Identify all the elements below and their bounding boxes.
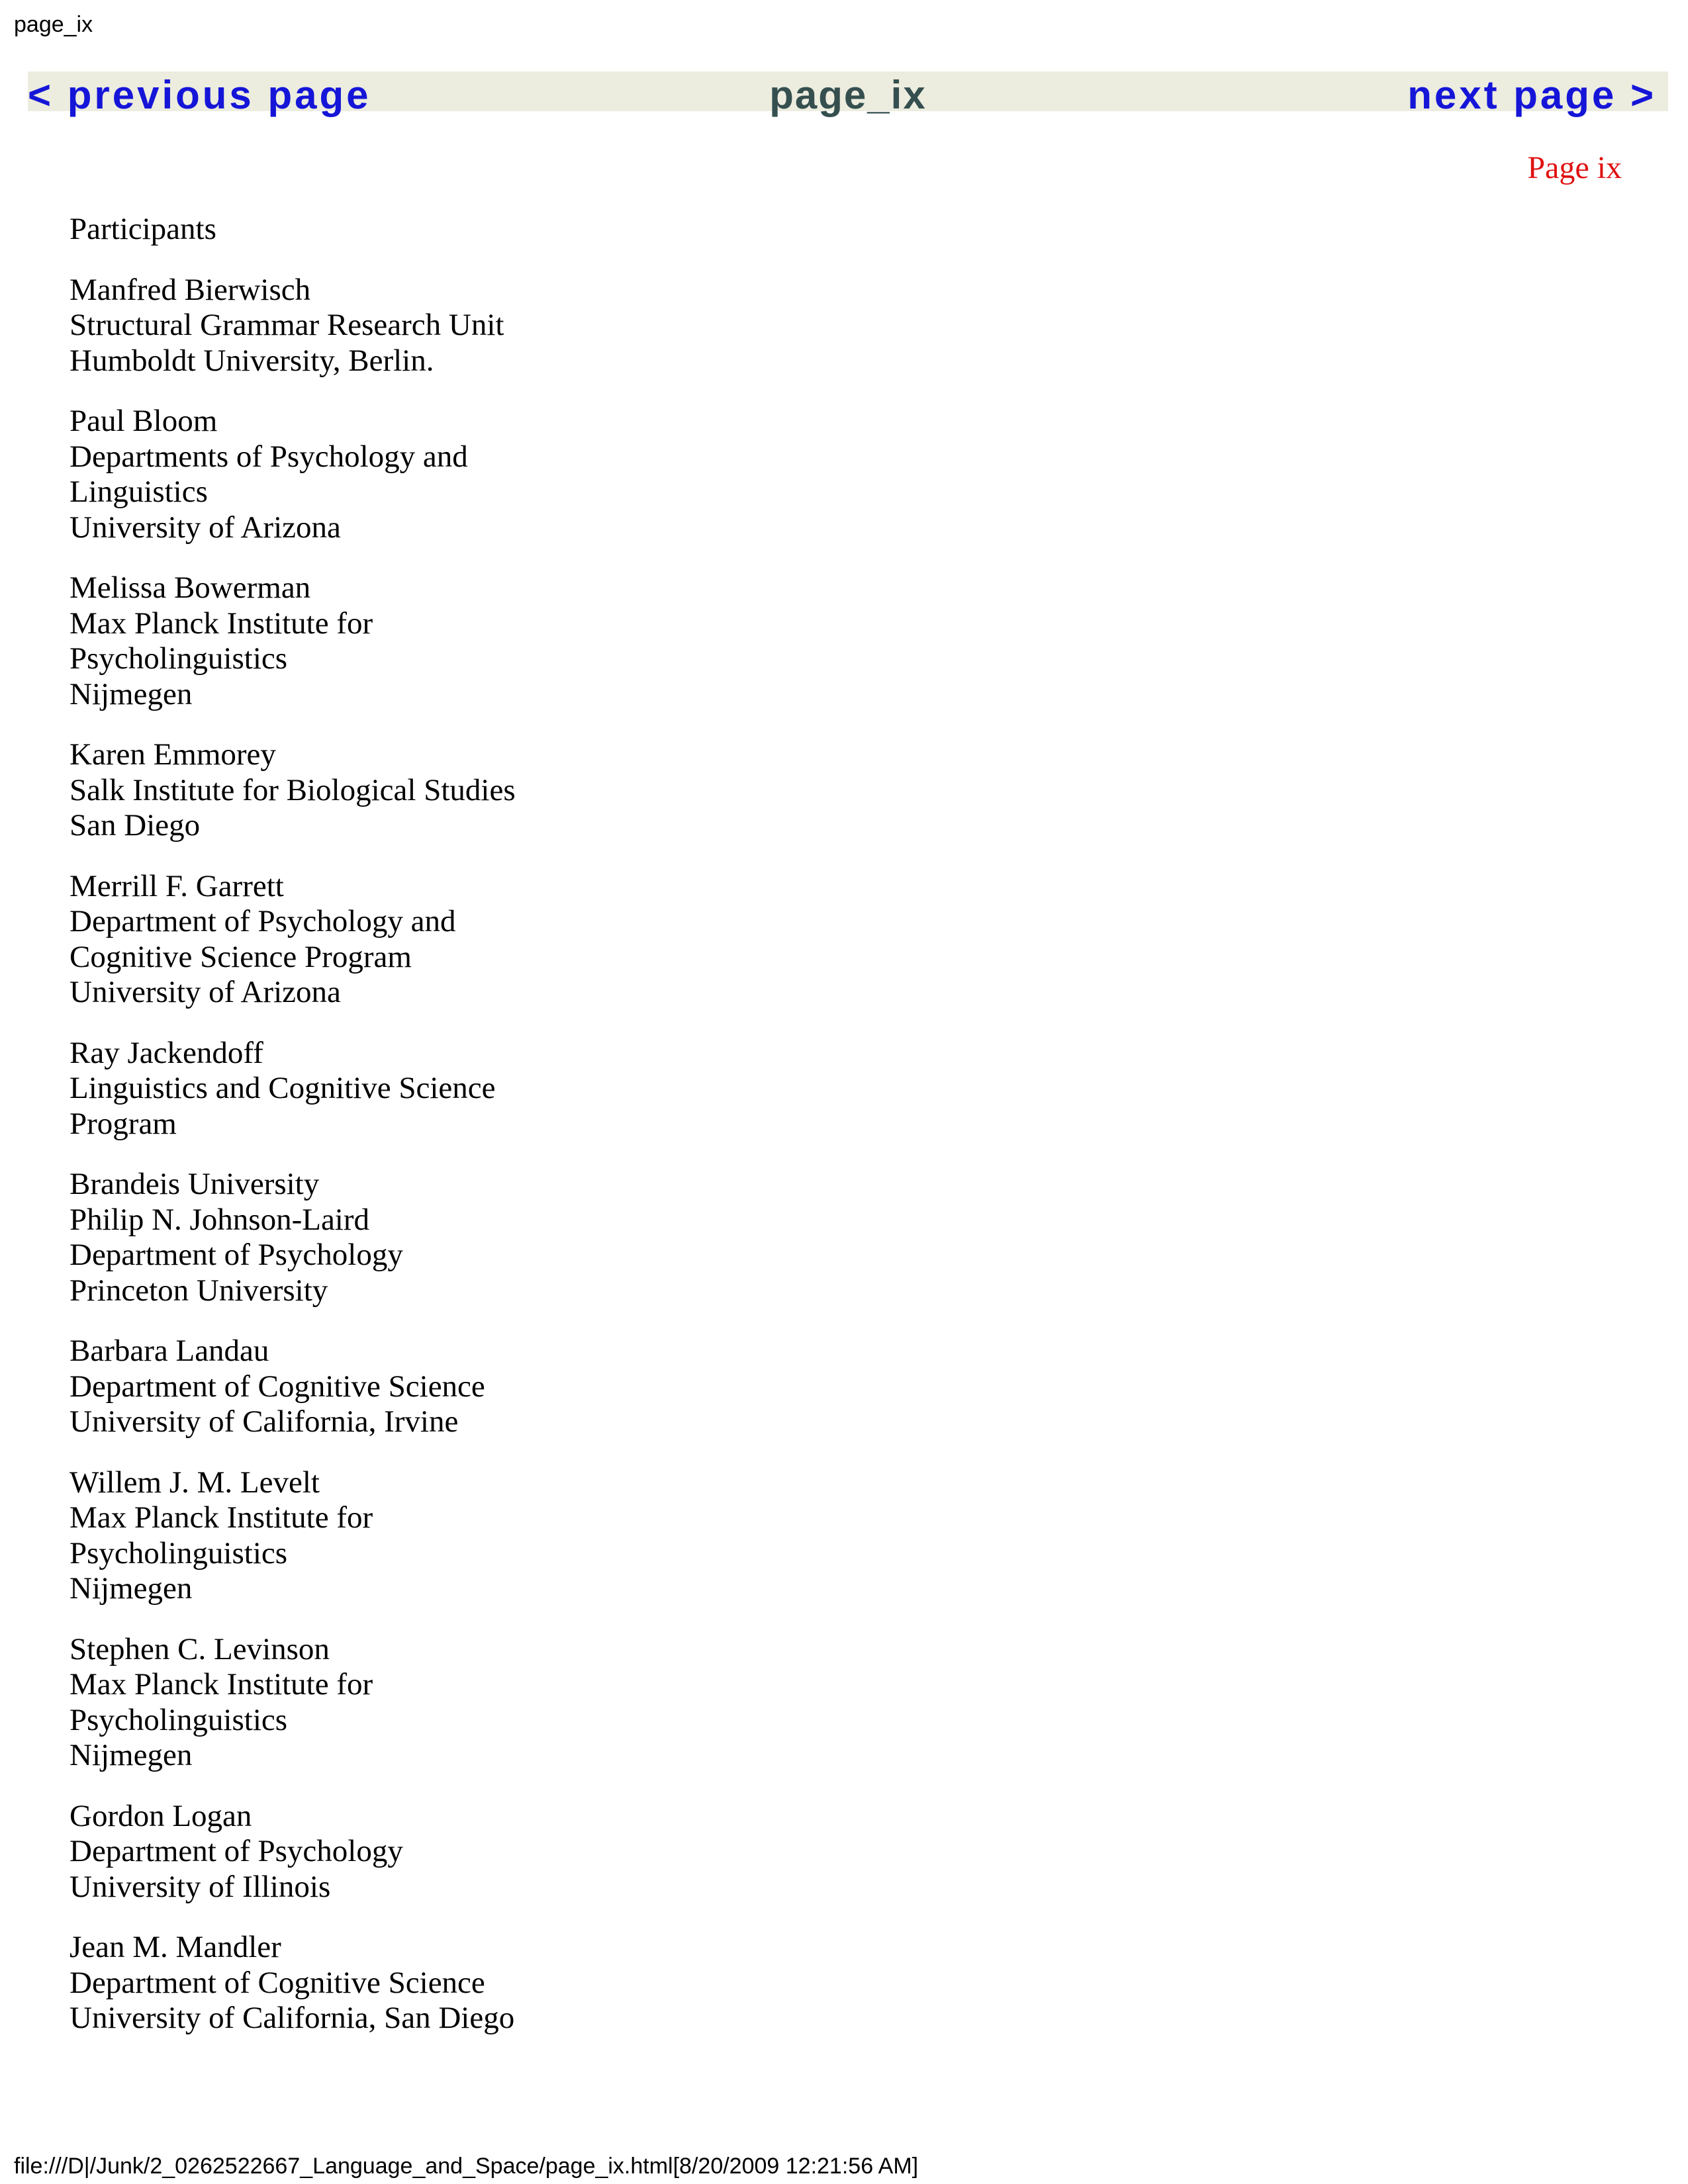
participant-entry [70, 1036, 1062, 1142]
participant-line: University of California, Irvine [70, 1404, 459, 1439]
participant-line: Willem J. M. Levelt [70, 1465, 320, 1500]
participant-entry [70, 737, 1062, 844]
participant-line: Program [70, 1106, 177, 1141]
participant-line: University of Illinois [70, 1869, 331, 1904]
participant-line: University of California, San Diego [70, 2001, 515, 2035]
participant-entry [70, 570, 1062, 712]
participant-line: Melissa Bowerman [70, 570, 311, 605]
participant-line: Paul Bloom [70, 404, 218, 438]
participants-heading: Participants [70, 212, 216, 246]
page-number-marker: Page ix [1527, 150, 1622, 185]
participant-entry [70, 1632, 1062, 1774]
participant-line: Departments of Psychology and [70, 439, 468, 474]
participant-line: University of Arizona [70, 510, 341, 545]
participant-line: Nijmegen [70, 1738, 193, 1772]
participant-line: Psycholinguistics [70, 1535, 288, 1570]
participant-line: Max Planck Institute for [70, 1667, 373, 1702]
participant-entry [70, 1930, 1062, 2036]
page-title: page_ix [769, 73, 927, 117]
participant-line: Psycholinguistics [70, 1702, 288, 1737]
next-page-link[interactable]: next page > [1407, 73, 1656, 117]
participant-line: Princeton University [70, 1273, 328, 1308]
participant-line: Linguistics [70, 475, 208, 509]
participant-line: Ray Jackendoff [70, 1035, 263, 1070]
participant-entry [70, 869, 1062, 1011]
participant-line: Max Planck Institute for [70, 1500, 373, 1535]
participant-line: Department of Psychology [70, 1834, 403, 1868]
participant-line: Jean M. Mandler [70, 1930, 281, 1964]
participant-line: Merrill F. Garrett [70, 868, 284, 903]
participant-line: Stephen C. Levinson [70, 1631, 330, 1666]
participant-entry [70, 1167, 1062, 1308]
participant-entry [70, 404, 1062, 545]
participant-entry [70, 273, 1062, 379]
participant-entry [70, 1465, 1062, 1607]
participant-line: Cognitive Science Program [70, 939, 412, 974]
participant-line: Department of Psychology [70, 1238, 403, 1272]
participant-line: Manfred Bierwisch [70, 272, 311, 307]
participant-line: Nijmegen [70, 676, 193, 711]
participant-line: Max Planck Institute for [70, 606, 373, 641]
participant-line: Psycholinguistics [70, 641, 288, 676]
participant-line: Linguistics and Cognitive Science [70, 1071, 496, 1105]
participant-line: Department of Cognitive Science [70, 1369, 485, 1404]
participant-line: Brandeis University [70, 1167, 320, 1201]
participant-line: University of Arizona [70, 975, 341, 1009]
participant-line: Department of Psychology and [70, 904, 456, 938]
participant-line: Barbara Landau [70, 1334, 269, 1368]
participant-line: Karen Emmorey [70, 737, 276, 772]
previous-page-link[interactable]: < previous page [28, 73, 371, 117]
participant-line: Salk Institute for Biological Studies [70, 772, 516, 807]
participant-entry [70, 1334, 1062, 1440]
participant-entry [70, 1799, 1062, 1905]
participants-list [70, 212, 1062, 2062]
print-footer-url: file:///D|/Junk/2_0262522667_Language_and_Space/page_ix.html[8/20/2009 12:21:56 AM] [14, 2154, 919, 2179]
participant-line: Gordon Logan [70, 1798, 252, 1833]
participant-line: Department of Cognitive Science [70, 1965, 485, 2000]
page-navigation-bar [28, 71, 1668, 117]
participant-line: Nijmegen [70, 1571, 193, 1606]
print-header: page_ix [14, 12, 93, 37]
participant-line: Humboldt University, Berlin. [70, 343, 434, 378]
participant-line: Philip N. Johnson-Laird [70, 1202, 370, 1237]
participant-line: Structural Grammar Research Unit [70, 308, 504, 342]
participant-line: San Diego [70, 808, 201, 842]
